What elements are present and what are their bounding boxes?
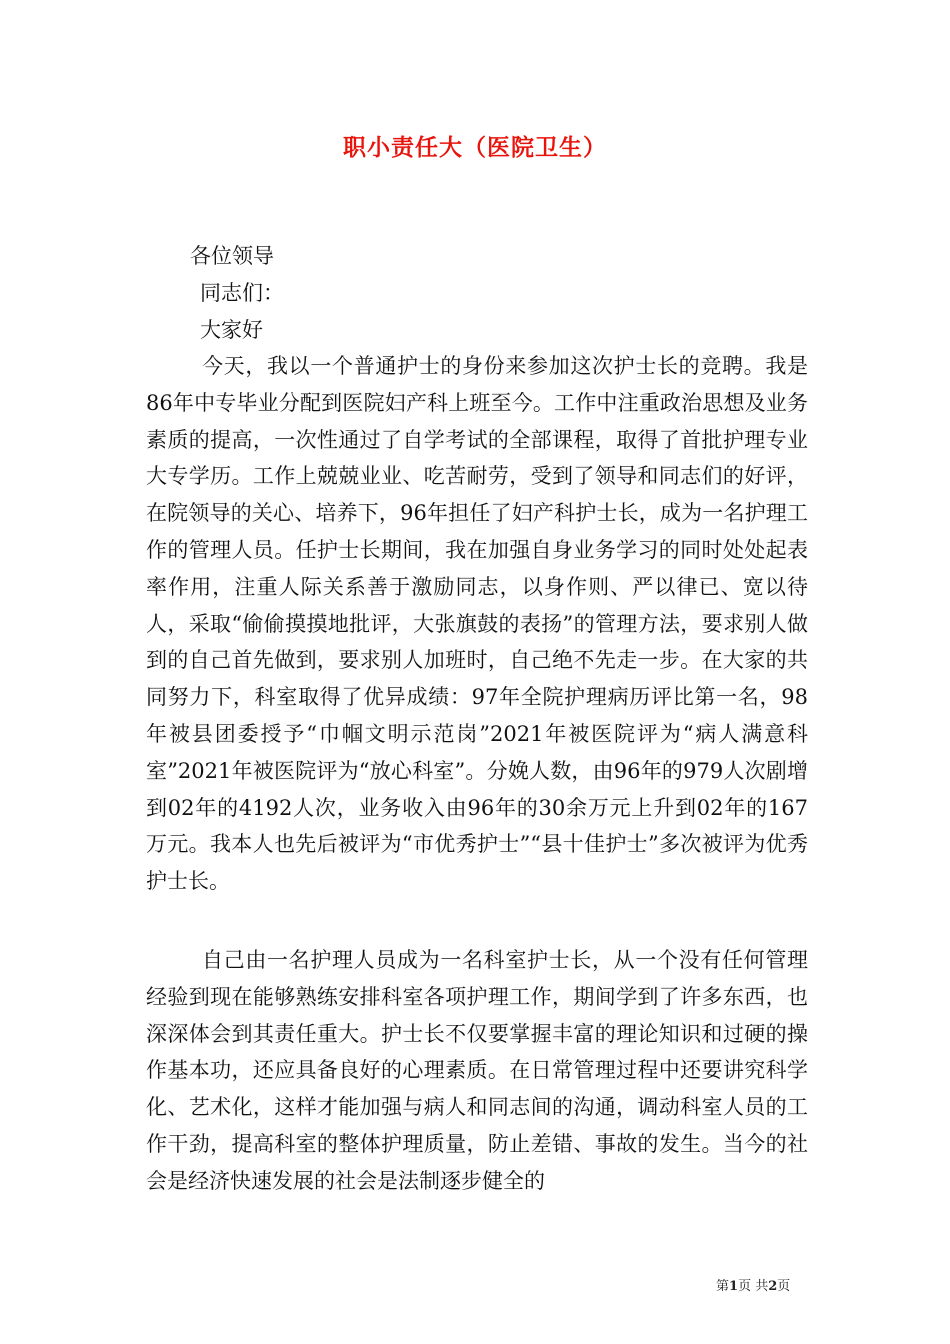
salutation-greeting: 大家好 — [200, 318, 263, 342]
body-paragraph-1: 今天，我以一个普通护士的身份来参加这次护士长的竞聘。我是86年中专毕业分配到医院妇产科上班至今。工作中注重政治思想及业务素质的提高，一次性通过了自学考试的全部课程，取得了首批护理专业大专学历。工作上兢兢业业、吃苦耐劳，受到了领导和同志们的好评，在院领导的关心、培养下，96年担任了妇产科护士长，成为一名护理工作的管理人员。任护士长期间，我在加强自身业务学习的同时处处起表率作用，注重人际关系善于激励同志，以身作则、严以律已、宽以待人，采取“偷偷摸摸地批评，大张旗鼓的表扬”的管理方法，要求别人做到的自己首先做到，要求别人加班时，自己绝不先走一步。在大家的共同努力下，科室取得了优异成绩：97年全院护理病历评比第一名，98年被县团委授予“巾帼文明示范岗”2021年被医院评为“病人满意科室”2021年被医院评为“放心科室”。分娩人数，由96年的979人次剧增到02年的4192人次，业务收入由96年的30余万元上升到02年的167万元。我本人也先后被评为“市优秀护士”“县十佳护士”多次被评为优秀护士长。 — [146, 354, 808, 894]
document-title: 职小责任大（医院卫生） — [343, 134, 607, 161]
footer-prefix: 第 — [716, 1279, 730, 1294]
footer-total-pages: 2 — [768, 1279, 778, 1294]
salutation-leaders: 各位领导 — [190, 244, 274, 268]
footer-current-page: 1 — [729, 1279, 739, 1294]
footer-suffix: 页 — [777, 1279, 791, 1294]
footer-middle: 页 共 — [738, 1279, 769, 1294]
body-paragraph-2: 自己由一名护理人员成为一名科室护士长，从一个没有任何管理经验到现在能够熟练安排科室各项护理工作，期间学到了许多东西，也深深体会到其责任重大。护士长不仅要掌握丰富的理论知识和过硬的操作基本功，还应具备良好的心理素质。在日常管理过程中还要讲究科学化、艺术化，这样才能加强与病人和同志间的沟通，调动科室人员的工作干劲，提高科室的整体护理质量，防止差错、事故的发生。当今的社会是经济快速发展的社会是法制逐步健全的 — [146, 948, 808, 1193]
salutation-comrades: 同志们： — [200, 281, 284, 305]
page-footer — [716, 1278, 790, 1296]
